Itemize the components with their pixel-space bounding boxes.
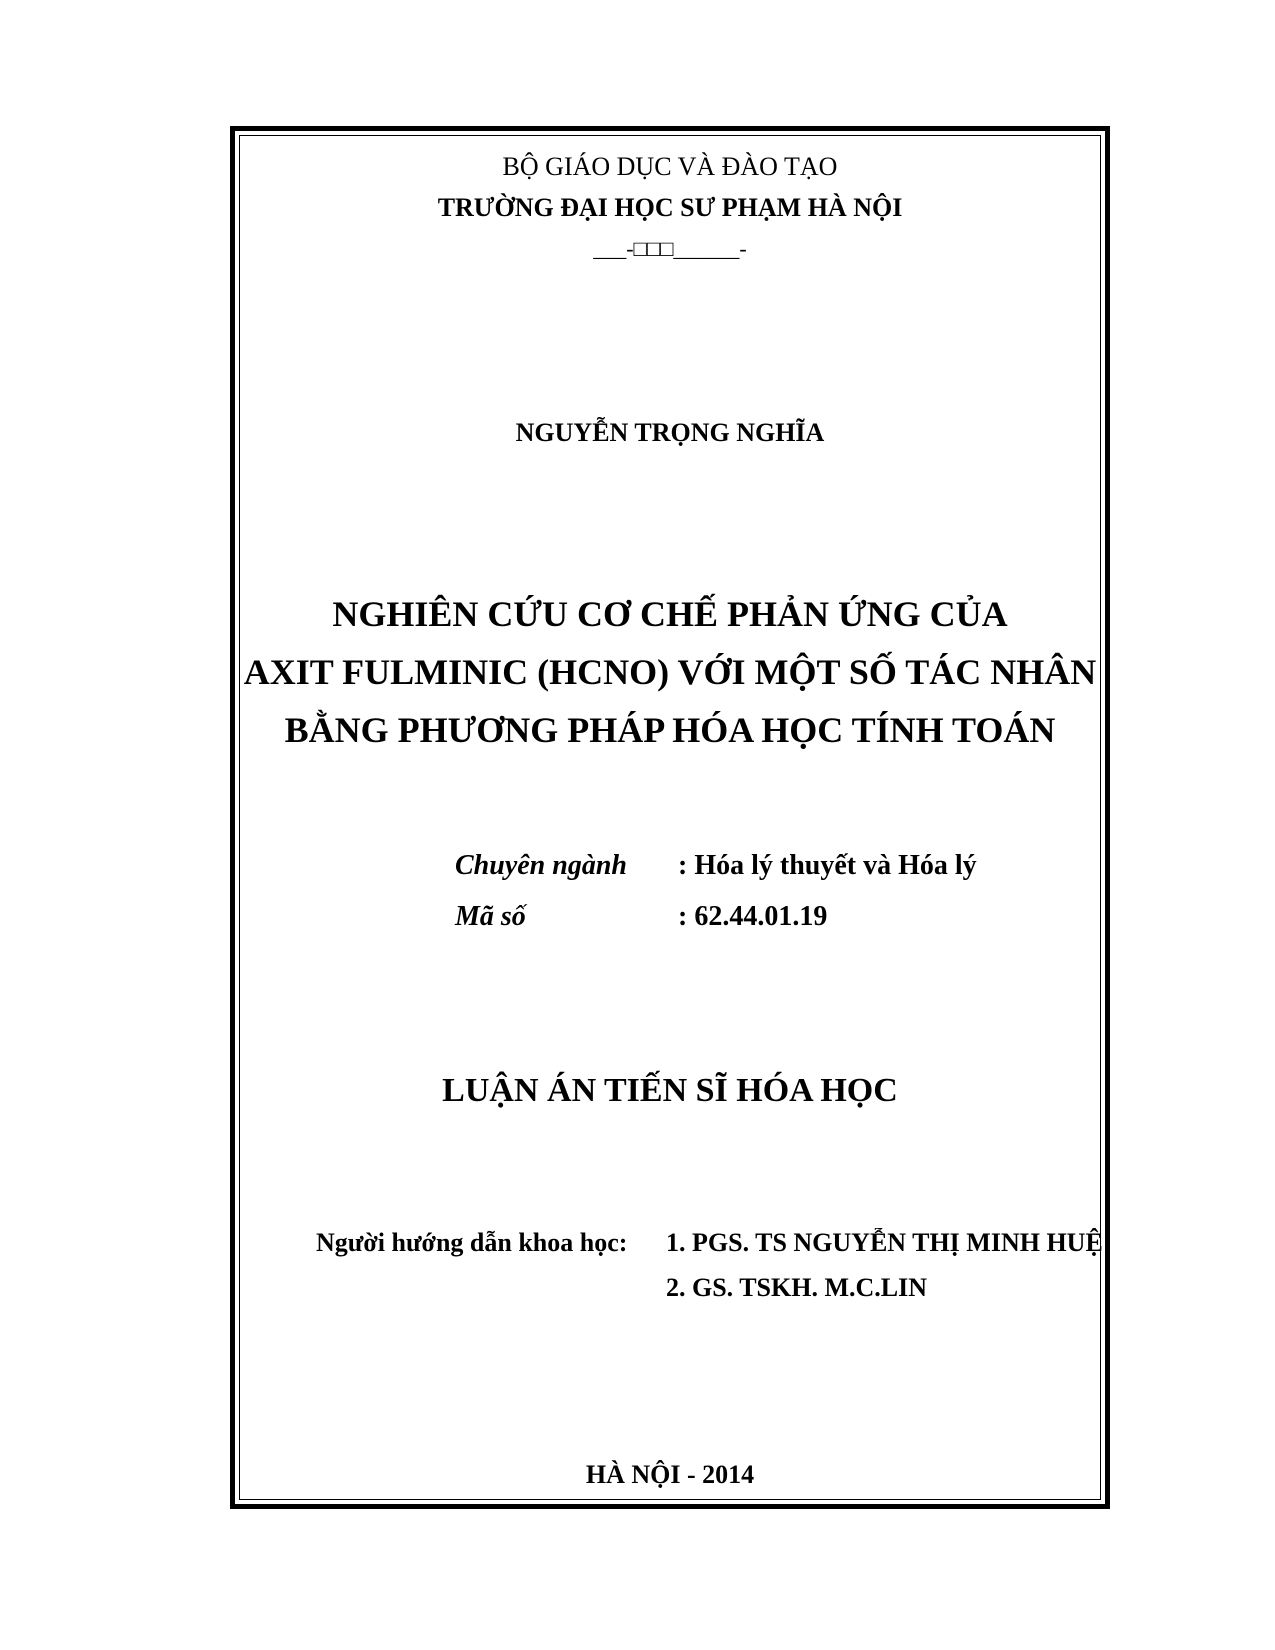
code-label: Mã số: [455, 901, 526, 932]
thesis-title: [230, 585, 1110, 759]
place-year: HÀ NỘI - 2014: [585, 1460, 755, 1489]
advisors-label: Người hướng dẫn khoa học:: [316, 1228, 628, 1257]
university-name: TRƯỜNG ĐẠI HỌC SƯ PHẠM HÀ NỘI: [437, 193, 903, 222]
degree-title: LUẬN ÁN TIẾN SĨ HÓA HỌC: [442, 1072, 898, 1109]
ministry-name: BỘ GIÁO DỤC VÀ ĐÀO TẠO: [502, 152, 838, 181]
major-label: Chuyên ngành: [455, 850, 627, 881]
code-value: : 62.44.01.19: [678, 901, 828, 932]
major-value: : Hóa lý thuyết và Hóa lý: [678, 850, 977, 881]
thesis-title-line-1: NGHIÊN CỨU CƠ CHẾ PHẢN ỨNG CỦA: [332, 594, 1008, 634]
thesis-title-line-3: BẰNG PHƯƠNG PHÁP HÓA HỌC TÍNH TOÁN: [284, 710, 1056, 750]
decorative-separator: ___-□□□______-: [593, 236, 747, 261]
advisor-1: 1. PGS. TS NGUYỄN THỊ MINH HUỆ: [666, 1228, 1103, 1257]
advisor-2: 2. GS. TSKH. M.C.LIN: [666, 1273, 928, 1302]
thesis-title-line-2: AXIT FULMINIC (HCNO) VỚI MỘT SỐ TÁC NHÂN: [243, 652, 1097, 692]
author-name: NGUYỄN TRỌNG NGHĨA: [515, 418, 825, 447]
